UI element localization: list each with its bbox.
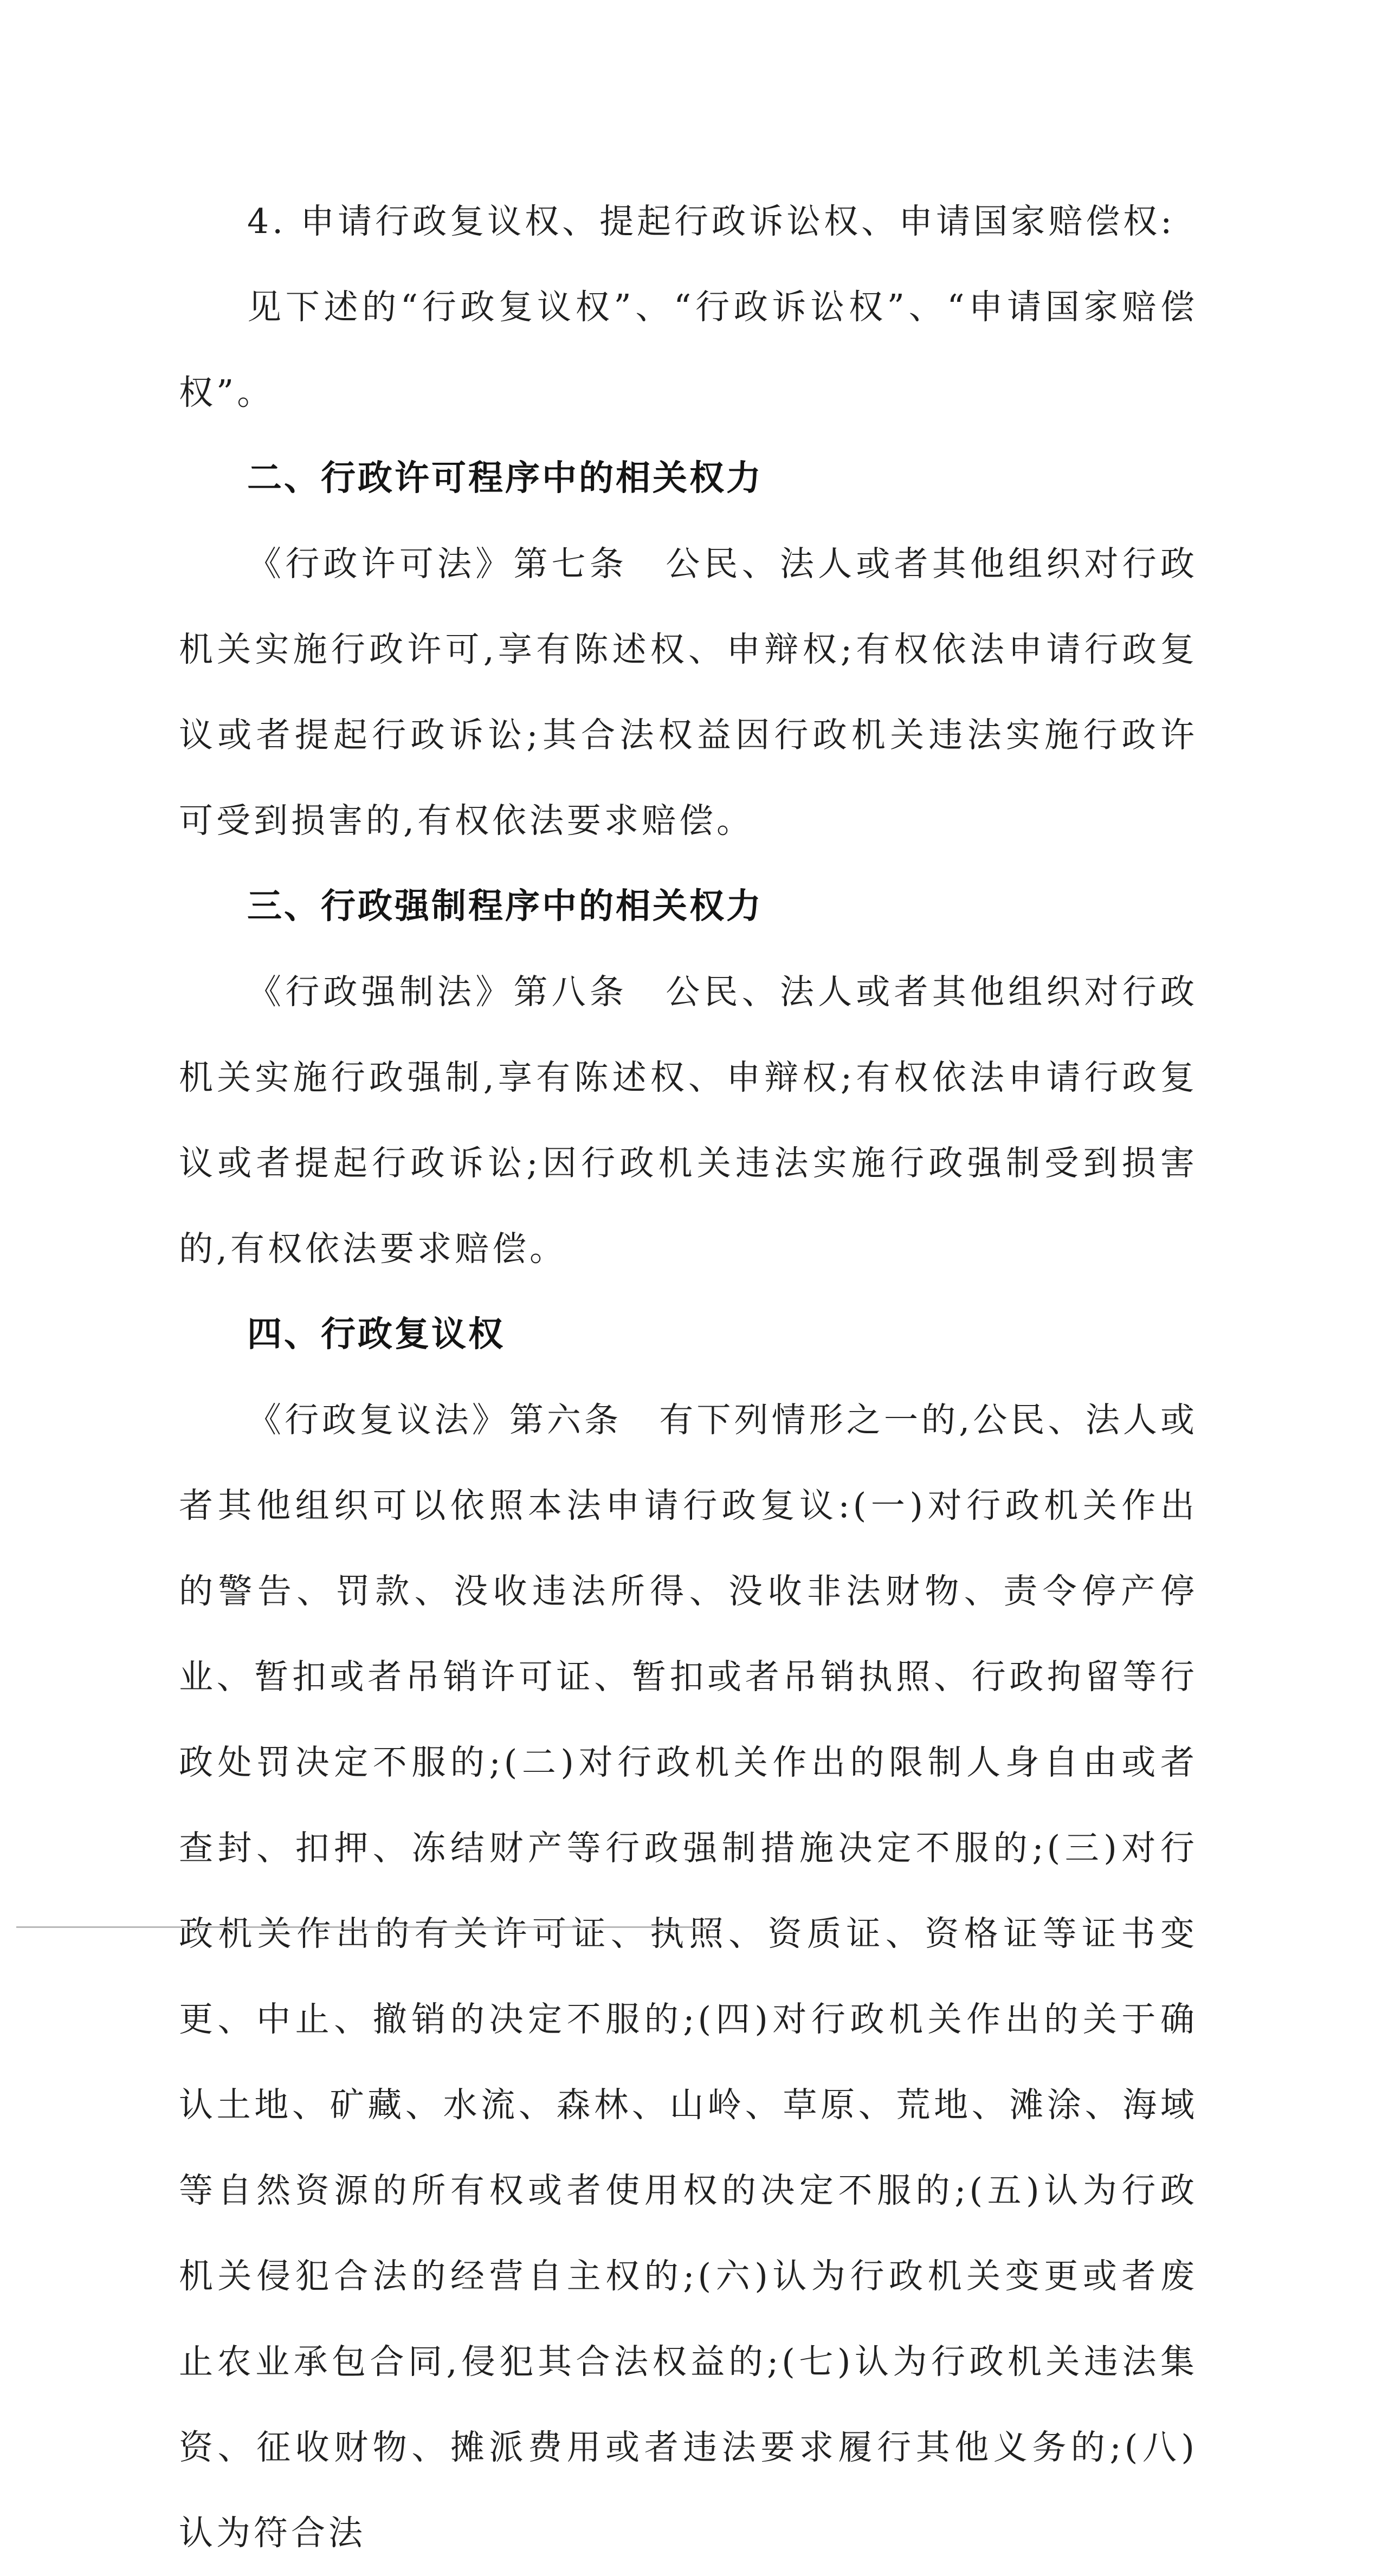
section-heading-administrative-license: 二、行政许可程序中的相关权力: [247, 458, 763, 499]
section-heading-administrative-compulsion: 三、行政强制程序中的相关权力: [247, 886, 763, 927]
scan-edge-line: [16, 1926, 710, 1928]
section-heading-administrative-review: 四、行政复议权: [247, 1315, 505, 1355]
document-body: [179, 179, 1198, 2576]
paragraph-administrative-license-law: 《行政许可法》第七条 公民、法人或者其他组织对行政机关实施行政许可,享有陈述权、申辩权;有权依法申请行政复议或者提起行政诉讼;其合法权益因行政机关违法实施行政许可受到损害的,有权依法要求赔偿。: [179, 544, 1198, 840]
paragraph-administrative-review-law: 《行政复议法》第六条 有下列情形之一的,公民、法人或者其他组织可以依照本法申请行政复议:(一)对行政机关作出的警告、罚款、没收违法所得、没收非法财物、责令停产停业、暂扣或者吊销许可证、暂扣或者吊销执照、行政拘留等行政处罚决定不服的;(二)对行政机关作出的限制人身自由或者查封、扣押、冻结财产等行政强制措施决定不服的;(三)对行政机关作出的有关许可证、执照、资质证、资格证等证书变更、中止、撤销的决定不服的;(四)对行政机关作出的关于确认土地、矿藏、水流、森林、山岭、草原、荒地、滩涂、海域等自然资源的所有权或者使用权的决定不服的;(五)认为行政机关侵犯合法的经营自主权的;(六)认为行政机关变更或者废止农业承包合同,侵犯其合法权益的;(七)认为行政机关违法集资、征收财物、摊派费用或者违法要求履行其他义务的;(八)认为符合法: [179, 1400, 1198, 2553]
paragraph-item-4-rights: 4. 申请行政复议权、提起行政诉讼权、申请国家赔偿权:: [247, 202, 1176, 241]
paragraph-see-below: 见下述的“行政复议权”、“行政诉讼权”、“申请国家赔偿权”。: [179, 287, 1198, 412]
paragraph-administrative-compulsion-law: 《行政强制法》第八条 公民、法人或者其他组织对行政机关实施行政强制,享有陈述权、申辩权;有权依法申请行政复议或者提起行政诉讼;因行政机关违法实施行政强制受到损害的,有权依法要求赔偿。: [179, 972, 1198, 1268]
